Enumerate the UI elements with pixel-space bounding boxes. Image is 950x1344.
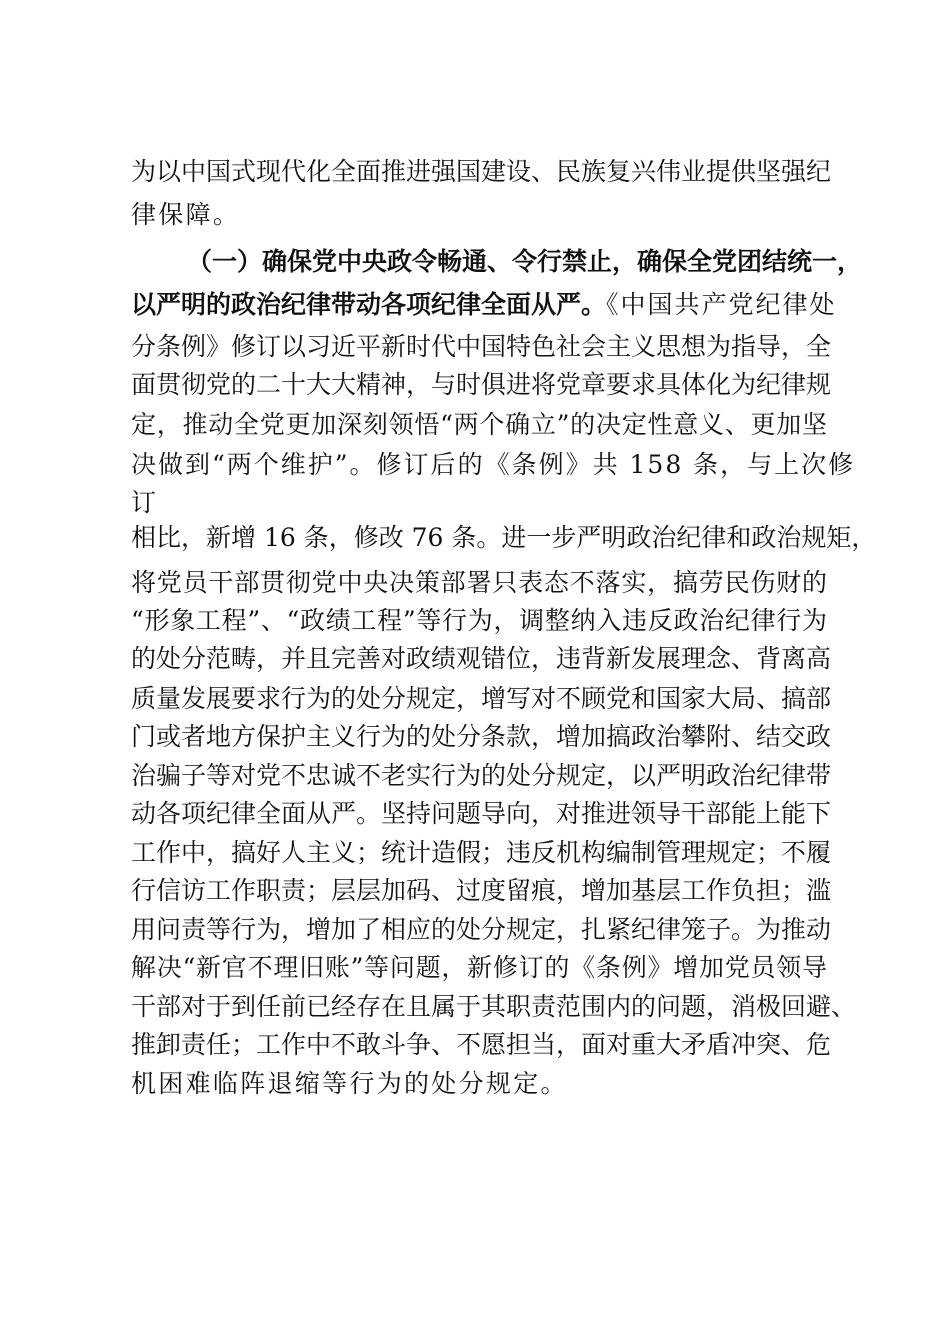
paragraph-line: 干部对于到任前已经存在且属于其职责范围内的问题，消极回避、	[131, 992, 857, 1021]
paragraph-line: 面贯彻党的二十大大精神，与时俱进将党章要求具体化为纪律规	[131, 370, 832, 399]
paragraph-line: 质量发展要求行为的处分规定，增写对不顾党和国家大局、搞部	[131, 684, 832, 713]
paragraph-line: 行信访工作职责；层层加码、过度留痕，增加基层工作负担；滥	[131, 876, 832, 905]
paragraph-line: 的处分范畴，并且完善对政绩观错位，违背新发展理念、背离高	[131, 644, 832, 673]
paragraph-line: 定，推动全党更加深刻领悟“两个确立”的决定性意义、更加坚	[131, 410, 827, 439]
section-heading-tail: 以严明的政治纪律带动各项纪律全面从严。	[131, 290, 607, 319]
paragraph-line: 相比，新增 16 条，修改 76 条。进一步严明政治纪律和政治规矩，	[131, 523, 877, 552]
paragraph-line: 分条例》修订以习近平新时代中国特色社会主义思想为指导，全	[131, 332, 832, 361]
paragraph-line: 决做到“两个维护”。修订后的《条例》共 158 条，与上次修	[131, 450, 856, 479]
paragraph-line: 订	[131, 488, 159, 517]
paragraph-line: 用问责等行为，增加了相应的处分规定，扎紧纪律笼子。为推动	[131, 915, 832, 944]
paragraph-line: “形象工程”、“政绩工程”等行为，调整纳入违反政治纪律行为	[131, 606, 827, 635]
paragraph-text: 《中国共产党纪律处	[606, 290, 837, 319]
paragraph-line: 律保障。	[131, 200, 241, 229]
paragraph-line: 工作中，搞好人主义；统计造假；违反机构编制管理规定；不履	[131, 838, 832, 867]
paragraph-line: 推卸责任；工作中不敢斗争、不愿担当，面对重大矛盾冲突、危	[131, 1030, 832, 1059]
paragraph-line: 将党员干部贯彻党中央决策部署只表态不落实，搞劳民伤财的	[131, 568, 827, 597]
paragraph-line: 为以中国式现代化全面推进强国建设、民族复兴伟业提供坚强纪	[131, 157, 832, 186]
paragraph-line: 机困难临阵退缩等行为的处分规定。	[131, 1069, 568, 1098]
paragraph-line: 动各项纪律全面从严。坚持问题导向，对推进领导干部能上能下	[131, 799, 832, 828]
paragraph-line: 门或者地方保护主义行为的处分条款，增加搞政治攀附、结交政	[131, 722, 832, 751]
paragraph-line	[131, 290, 837, 320]
section-heading-line: （一）确保党中央政令畅通、令行禁止，确保全党团结统一，	[187, 247, 863, 276]
paragraph-line: 治骗子等对党不忠诚不老实行为的处分规定，以严明政治纪律带	[131, 761, 832, 790]
paragraph-line: 解决“新官不理旧账”等问题，新修订的《条例》增加党员领导	[131, 953, 827, 982]
